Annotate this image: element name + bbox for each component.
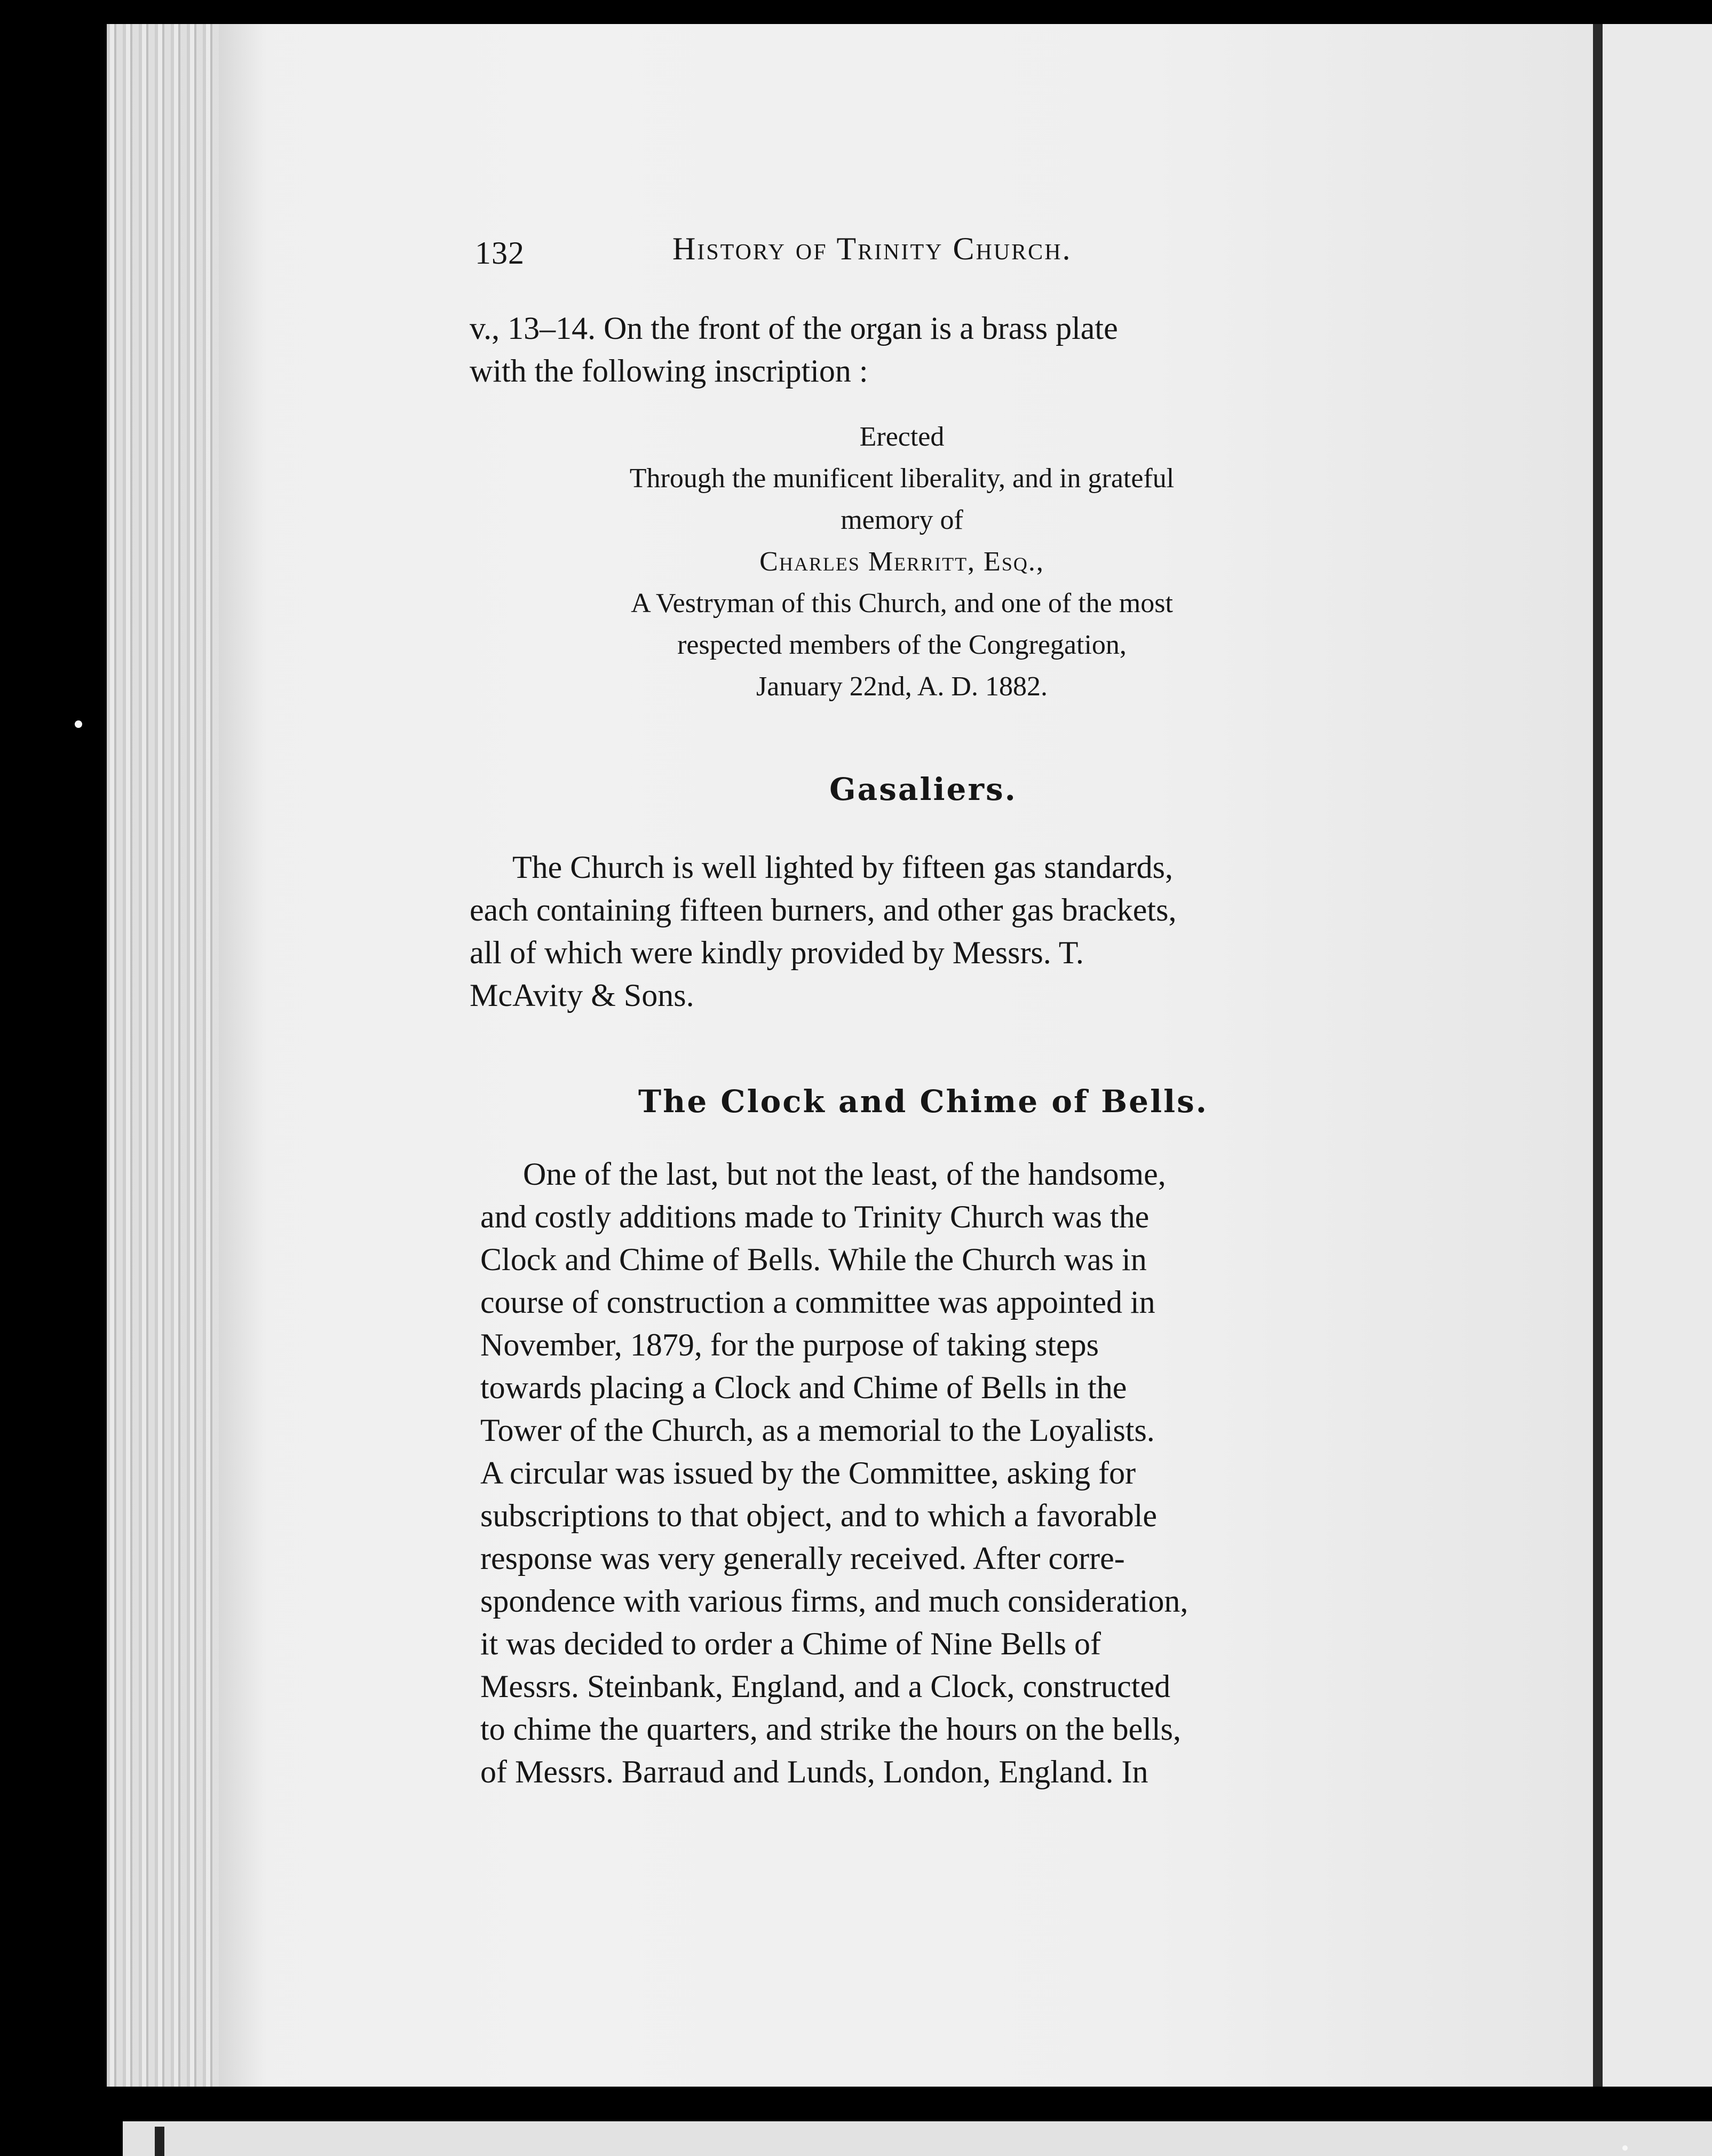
inscription-name: Charles Merritt, Esq., — [759, 546, 1044, 577]
text-line: Messrs. Steinbank, England, and a Clock, constructed — [480, 1669, 1171, 1704]
page-gutter — [1593, 24, 1603, 2087]
text-line: spondence with various firms, and much consideration, — [480, 1583, 1188, 1619]
text-line: The Church is well lighted by fifteen gas standards, — [512, 850, 1174, 885]
intro-paragraph — [470, 307, 1377, 392]
section-heading-clock: The Clock and Chime of Bells. — [638, 1083, 1208, 1120]
text-line: v., 13–14. On the front of the organ is a brass plate — [470, 311, 1118, 346]
text-line: with the following inscription : — [470, 353, 868, 389]
text-line: Clock and Chime of Bells. While the Church was in — [480, 1242, 1147, 1277]
text-line: November, 1879, for the purpose of taking steps — [480, 1327, 1099, 1362]
text-line: Tower of the Church, as a memorial to the Loyalists. — [480, 1413, 1155, 1448]
text-line: all of which were kindly provided by Messrs. T. — [470, 935, 1084, 970]
text-line: each containing fifteen burners, and other gas brackets, — [470, 892, 1177, 928]
facing-page-edge — [1603, 24, 1712, 2087]
page-number: 132 — [475, 235, 525, 271]
binding-edge — [107, 24, 219, 2087]
brass-plate-inscription — [491, 416, 1313, 708]
text-line: of Messrs. Barraud and Lunds, London, England. In — [480, 1754, 1148, 1789]
inscription-line: respected members of the Congregation, — [677, 630, 1127, 660]
running-title: History of Trinity Church. — [672, 231, 1072, 266]
inscription-line: Erected — [859, 422, 945, 452]
text-line: One of the last, but not the least, of the handsome, — [523, 1156, 1166, 1192]
clock-paragraph — [480, 1153, 1398, 1793]
text-line: A circular was issued by the Committee, asking for — [480, 1455, 1136, 1491]
text-line: towards placing a Clock and Chime of Bells in the — [480, 1370, 1127, 1405]
binding-shadow — [219, 24, 267, 2087]
inscription-line: memory of — [841, 505, 963, 535]
bottom-page-edge — [123, 2121, 1712, 2156]
text-line: McAvity & Sons. — [470, 978, 694, 1013]
section-heading-gasaliers: Gasaliers. — [829, 771, 1017, 807]
bottom-gutter-mark — [155, 2127, 164, 2156]
gasaliers-paragraph — [470, 846, 1377, 1017]
text-line: and costly additions made to Trinity Church was the — [480, 1199, 1150, 1234]
text-line: subscriptions to that object, and to which a favorable — [480, 1498, 1157, 1533]
inscription-line: A Vestryman of this Church, and one of the most — [631, 588, 1173, 619]
running-head — [470, 231, 1270, 283]
dust-speck — [1622, 2145, 1628, 2151]
text-line: response was very generally received. After corre- — [480, 1541, 1125, 1576]
inscription-line: Through the munificent liberality, and in grateful — [629, 463, 1175, 494]
dust-speck — [75, 720, 82, 728]
text-line: to chime the quarters, and strike the hours on the bells, — [480, 1711, 1181, 1747]
text-line: course of construction a committee was appointed in — [480, 1285, 1155, 1320]
inscription-date: January 22nd, A. D. 1882. — [756, 671, 1048, 702]
text-line: it was decided to order a Chime of Nine Bells of — [480, 1626, 1101, 1661]
